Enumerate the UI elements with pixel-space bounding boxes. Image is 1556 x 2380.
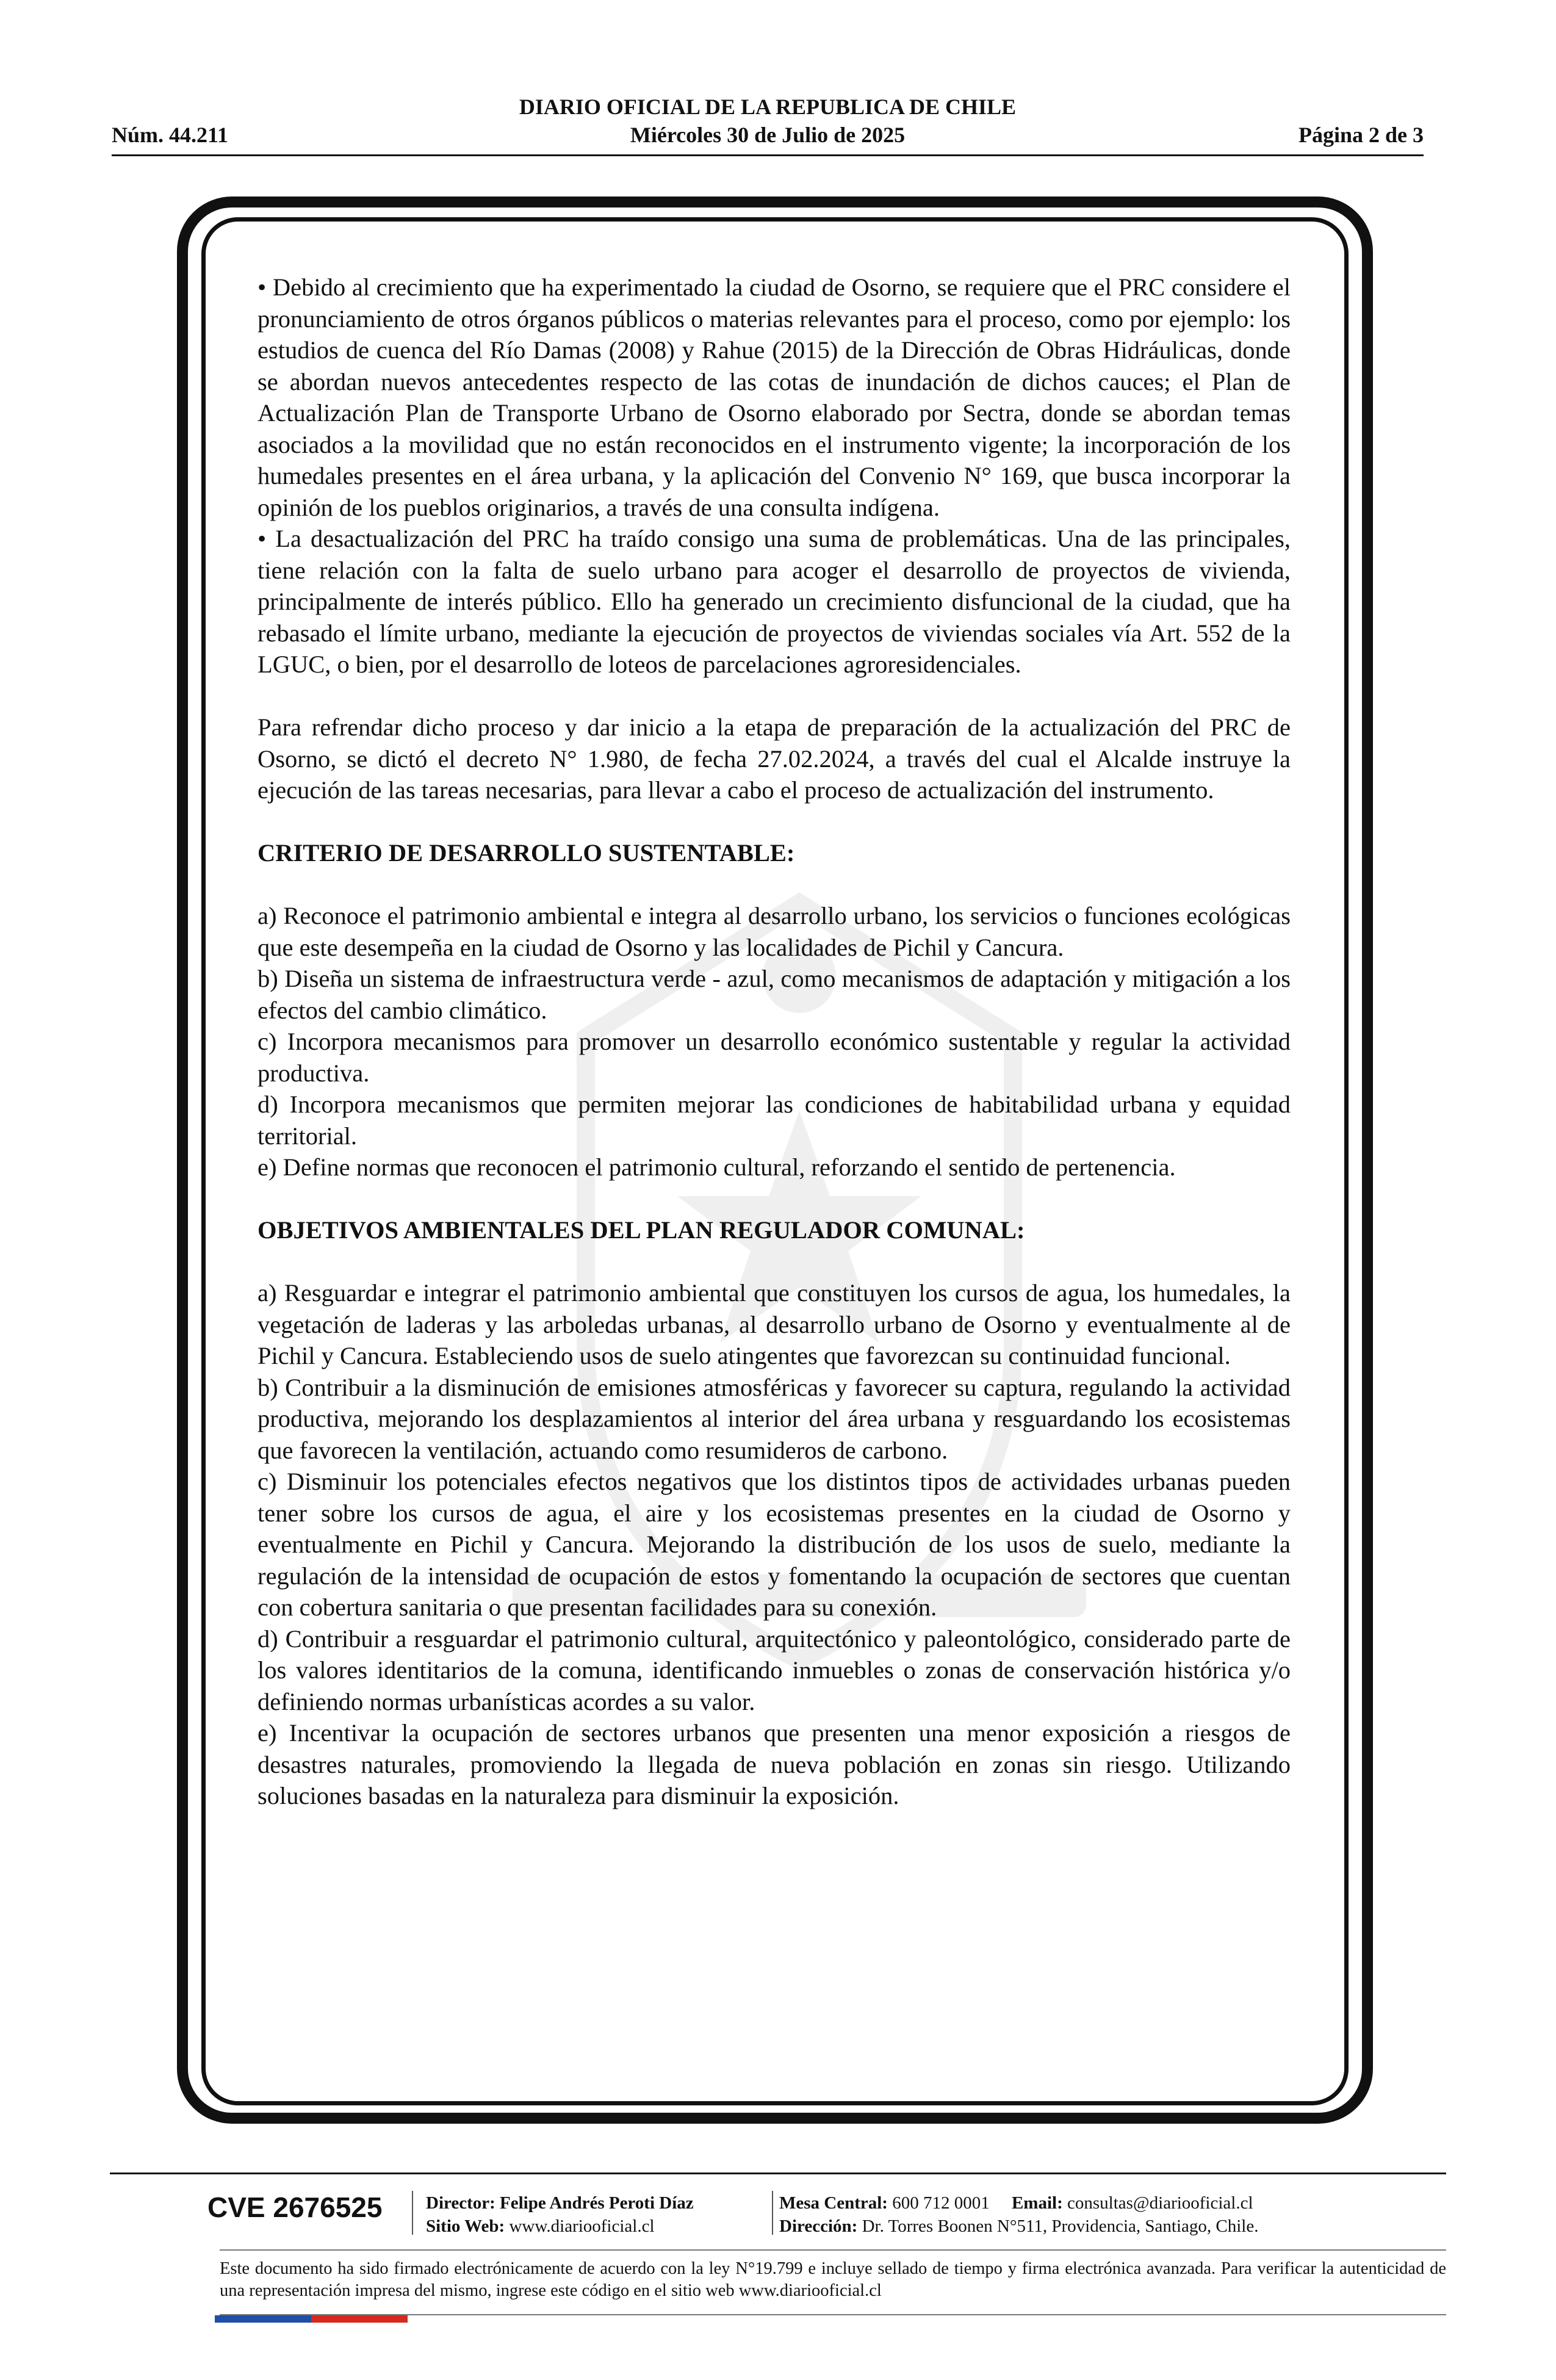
- address-line: [779, 2216, 1258, 2237]
- body-paragraph: • La desactualización del PRC ha traído consigo una suma de problemáticas. Una de las principales, tiene relación con la falta de suelo urbano para acoger el desarrollo de proyectos de vivienda, principalmente de interés público. Ello ha generado un crecimiento disfuncional de la ciudad, que ha rebasado el límite urbano, mediante la ejecución de proyectos de viviendas sociales vía Art. 552 de la LGUC, o bien, por el desarrollo de loteos de parcelaciones agroresidenciales.: [258, 525, 1291, 678]
- page-header: [112, 92, 1424, 157]
- footer-separator: [772, 2191, 773, 2235]
- criteria-item: d) Incorpora mecanismos que permiten mejorar las condiciones de habitabilidad urbana y equidad territorial.: [258, 1091, 1291, 1150]
- page-indicator: Página 2 de 3: [1298, 123, 1424, 147]
- body-paragraph: Para refrendar dicho proceso y dar inicio a la etapa de preparación de la actualización del PRC de Osorno, se dictó el decreto N° 1.980, de fecha 27.02.2024, a través del cual el Alcalde instruye la ejecución de las tareas necesarias, para llevar a cabo el proceso de actualización del instrumento.: [258, 713, 1291, 804]
- cve-code: CVE 2676525: [207, 2191, 383, 2223]
- criteria-item: c) Incorpora mecanismos para promover un desarrollo económico sustentable y regular la actividad productiva.: [258, 1028, 1291, 1087]
- mesa-label: Mesa Central:: [779, 2193, 888, 2213]
- website-line: [426, 2216, 655, 2237]
- flag-stripe-segment: [263, 2315, 311, 2323]
- footer-separator: [412, 2191, 413, 2235]
- criteria-item: b) Diseña un sistema de infraestructura verde - azul, como mecanismos de adaptación y mitigación a los efectos del cambio climático.: [258, 965, 1291, 1024]
- objective-item: d) Contribuir a resguardar el patrimonio cultural, arquitectónico y paleontológico, considerado parte de los valores identitarios de la comuna, identificando inmuebles o zonas de conservación histórica y/o definiendo normas urbanísticas acordes a su valor.: [258, 1625, 1291, 1715]
- website-link[interactable]: www.diariooficial.cl: [509, 2216, 655, 2236]
- address-text: Dr. Torres Boonen N°511, Providencia, Santiago, Chile.: [862, 2216, 1259, 2236]
- footer-divider: [110, 2173, 1446, 2174]
- issue-date: Miércoles 30 de Julio de 2025: [630, 123, 906, 147]
- header-divider: [112, 154, 1424, 156]
- body-paragraph: • Debido al crecimiento que ha experimentado la ciudad de Osorno, se requiere que el PRC considere el pronunciamiento de otros órganos públicos o materias relevantes para el proceso, como por ejemplo: los estudios de cuenca del Río Damas (2008) y Rahue (2015) de la Dirección de Obras Hidráulicas, donde se abordan nuevos antecedentes respecto de las cotas de inundación de dichos cauces; el Plan de Actualización Plan de Transporte Urbano de Osorno elaborado por Sectra, donde se abordan temas asociados a la movilidad que no están reconocidos en el instrumento vigente; la incorporación de los humedales presentes en el área urbana, y la aplicación del Convenio N° 169, que busca incorporar la opinión de los pueblos originarios, a través de una consulta indígena.: [258, 273, 1291, 521]
- document-body: [258, 272, 1291, 1812]
- objective-item: a) Resguardar e integrar el patrimonio ambiental que constituyen los cursos de agua, los humedales, la vegetación de laderas y las arboledas urbanas, al desarrollo urbano de Osorno y eventualmente al de Pichil y Cancura. Estableciendo usos de suelo atingentes que favorezcan su continuidad funcional.: [258, 1279, 1291, 1369]
- email-link[interactable]: consultas@diariooficial.cl: [1067, 2193, 1253, 2213]
- issue-number: Núm. 44.211: [112, 123, 229, 147]
- legal-notice: Este documento ha sido firmado electrónicamente de acuerdo con la ley N°19.799 e incluye sellado de tiempo y firma electrónica avanzada. Para verificar la autenticidad de una representación impresa del mismo, ingrese este código en el sitio web www.diariooficial.cl: [220, 2259, 1446, 2300]
- flag-stripe-segment: [311, 2315, 359, 2323]
- flag-stripe-segment: [359, 2315, 408, 2323]
- criteria-item: e) Define normas que reconocen el patrimonio cultural, reforzando el sentido de pertenencia.: [258, 1153, 1176, 1181]
- flag-stripe: [215, 2315, 408, 2323]
- objective-item: b) Contribuir a la disminución de emisiones atmosféricas y favorecer su captura, regulando la actividad productiva, mejorando los desplazamientos al interior del área urbana y resguardando los ecosistemas que favorecen la ventilación, actuando como resumideros de carbono.: [258, 1373, 1291, 1464]
- publication-title: DIARIO OFICIAL DE LA REPUBLICA DE CHILE: [519, 95, 1017, 119]
- footer-divider: [220, 2249, 1446, 2251]
- director-line: [426, 2193, 694, 2213]
- section-heading: CRITERIO DE DESARROLLO SUSTENTABLE:: [258, 839, 795, 867]
- director-name: Felipe Andrés Peroti Díaz: [500, 2193, 694, 2213]
- email-label: Email:: [1011, 2193, 1063, 2213]
- mesa-phone: 600 712 0001: [892, 2193, 990, 2213]
- flag-stripe-segment: [215, 2315, 263, 2323]
- objective-item: c) Disminuir los potenciales efectos negativos que los distintos tipos de actividades urbanas pueden tener sobre los cursos de agua, el aire y los ecosistemas presentes en la ciudad de Osorno y eventualmente en Pichil y Cancura. Mejorando la distribución de los usos de suelo, mediante la regulación de la intensidad de ocupación de estos y fomentando la ocupación de sectores que cuentan con cobertura sanitaria o que presentan facilidades para su conexión.: [258, 1468, 1291, 1621]
- page-footer: [110, 2173, 1446, 2356]
- director-label: Director:: [426, 2193, 495, 2213]
- objective-item: e) Incentivar la ocupación de sectores urbanos que presenten una menor exposición a riesgos de desastres naturales, promoviendo la llegada de nueva población en zonas sin riesgo. Utilizando soluciones basadas en la naturaleza para disminuir la exposición.: [258, 1719, 1291, 1809]
- section-heading: OBJETIVOS AMBIENTALES DEL PLAN REGULADOR COMUNAL:: [258, 1216, 1025, 1244]
- address-label: Dirección:: [779, 2216, 858, 2236]
- criteria-item: a) Reconoce el patrimonio ambiental e integra al desarrollo urbano, los servicios o funciones ecológicas que este desempeña en la ciudad de Osorno y las localidades de Pichil y Cancura.: [258, 902, 1291, 961]
- website-label: Sitio Web:: [426, 2216, 505, 2236]
- contact-line: [779, 2193, 1253, 2213]
